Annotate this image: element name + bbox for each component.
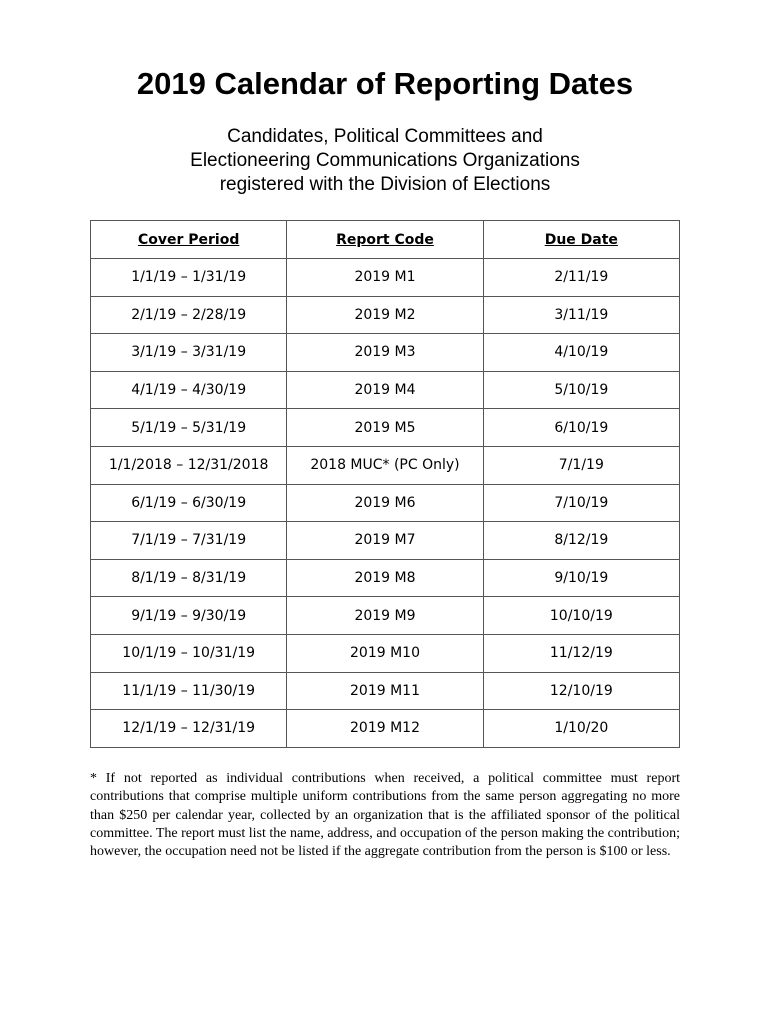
table-row (91, 409, 680, 447)
table-row (91, 559, 680, 597)
report-code-cell: 2019 M6 (287, 484, 483, 522)
table-row (91, 259, 680, 297)
cover-period-cell: 1/1/2018 – 12/31/2018 (91, 446, 287, 484)
report-code-cell: 2019 M10 (287, 634, 483, 672)
report-code-cell: 2019 M7 (287, 522, 483, 560)
report-code-cell: 2019 M9 (287, 597, 483, 635)
cover-period-cell: 10/1/19 – 10/31/19 (91, 634, 287, 672)
footnote: * If not reported as individual contributions when received, a political committee must report contributions that comprise multiple uniform contributions from the same person aggregating no more than $250 per calendar year, collected by an organization that is the affiliated sponsor of the political committee. The report must list the name, address, and occupation of the person making the contribution; however, the occupation need not be listed if the aggregate contribution from the person is $100 or less. (90, 771, 680, 860)
table-row (91, 371, 680, 409)
column-header-report-code: Report Code (287, 221, 483, 259)
due-date-cell: 1/10/20 (483, 710, 679, 748)
due-date-cell: 4/10/19 (483, 334, 679, 372)
table-row (91, 446, 680, 484)
due-date-cell: 2/11/19 (483, 259, 679, 297)
cover-period-cell: 12/1/19 – 12/31/19 (91, 710, 287, 748)
cover-period-cell: 2/1/19 – 2/28/19 (91, 296, 287, 334)
subtitle-line: Electioneering Communications Organizations (190, 150, 580, 171)
report-code-cell: 2019 M3 (287, 334, 483, 372)
due-date-cell: 7/10/19 (483, 484, 679, 522)
column-header-cover-period: Cover Period (91, 221, 287, 259)
column-header-due-date: Due Date (483, 221, 679, 259)
due-date-cell: 9/10/19 (483, 559, 679, 597)
report-code-cell: 2019 M11 (287, 672, 483, 710)
subtitle (0, 125, 770, 197)
table-row (91, 296, 680, 334)
table-row (91, 597, 680, 635)
due-date-cell: 8/12/19 (483, 522, 679, 560)
due-date-cell: 11/12/19 (483, 634, 679, 672)
cover-period-cell: 4/1/19 – 4/30/19 (91, 371, 287, 409)
due-date-cell: 10/10/19 (483, 597, 679, 635)
table-header-row (91, 221, 680, 259)
due-date-cell: 7/1/19 (483, 446, 679, 484)
table-row (91, 710, 680, 748)
table-row (91, 484, 680, 522)
report-code-cell: 2019 M1 (287, 259, 483, 297)
report-code-cell: 2019 M12 (287, 710, 483, 748)
cover-period-cell: 3/1/19 – 3/31/19 (91, 334, 287, 372)
table-row (91, 634, 680, 672)
subtitle-line: registered with the Division of Elections (219, 174, 551, 195)
page-title: 2019 Calendar of Reporting Dates (136, 66, 634, 101)
cover-period-cell: 6/1/19 – 6/30/19 (91, 484, 287, 522)
reporting-dates-table (90, 220, 680, 748)
report-code-cell: 2019 M5 (287, 409, 483, 447)
cover-period-cell: 9/1/19 – 9/30/19 (91, 597, 287, 635)
report-code-cell: 2019 M8 (287, 559, 483, 597)
cover-period-cell: 7/1/19 – 7/31/19 (91, 522, 287, 560)
subtitle-line: Candidates, Political Committees and (227, 126, 543, 147)
table-row (91, 672, 680, 710)
cover-period-cell: 1/1/19 – 1/31/19 (91, 259, 287, 297)
cover-period-cell: 11/1/19 – 11/30/19 (91, 672, 287, 710)
report-code-cell: 2019 M4 (287, 371, 483, 409)
table-row (91, 334, 680, 372)
report-code-cell: 2018 MUC* (PC Only) (287, 446, 483, 484)
cover-period-cell: 8/1/19 – 8/31/19 (91, 559, 287, 597)
due-date-cell: 12/10/19 (483, 672, 679, 710)
due-date-cell: 6/10/19 (483, 409, 679, 447)
cover-period-cell: 5/1/19 – 5/31/19 (91, 409, 287, 447)
due-date-cell: 5/10/19 (483, 371, 679, 409)
report-code-cell: 2019 M2 (287, 296, 483, 334)
table-body (91, 259, 680, 748)
due-date-cell: 3/11/19 (483, 296, 679, 334)
table-row (91, 522, 680, 560)
